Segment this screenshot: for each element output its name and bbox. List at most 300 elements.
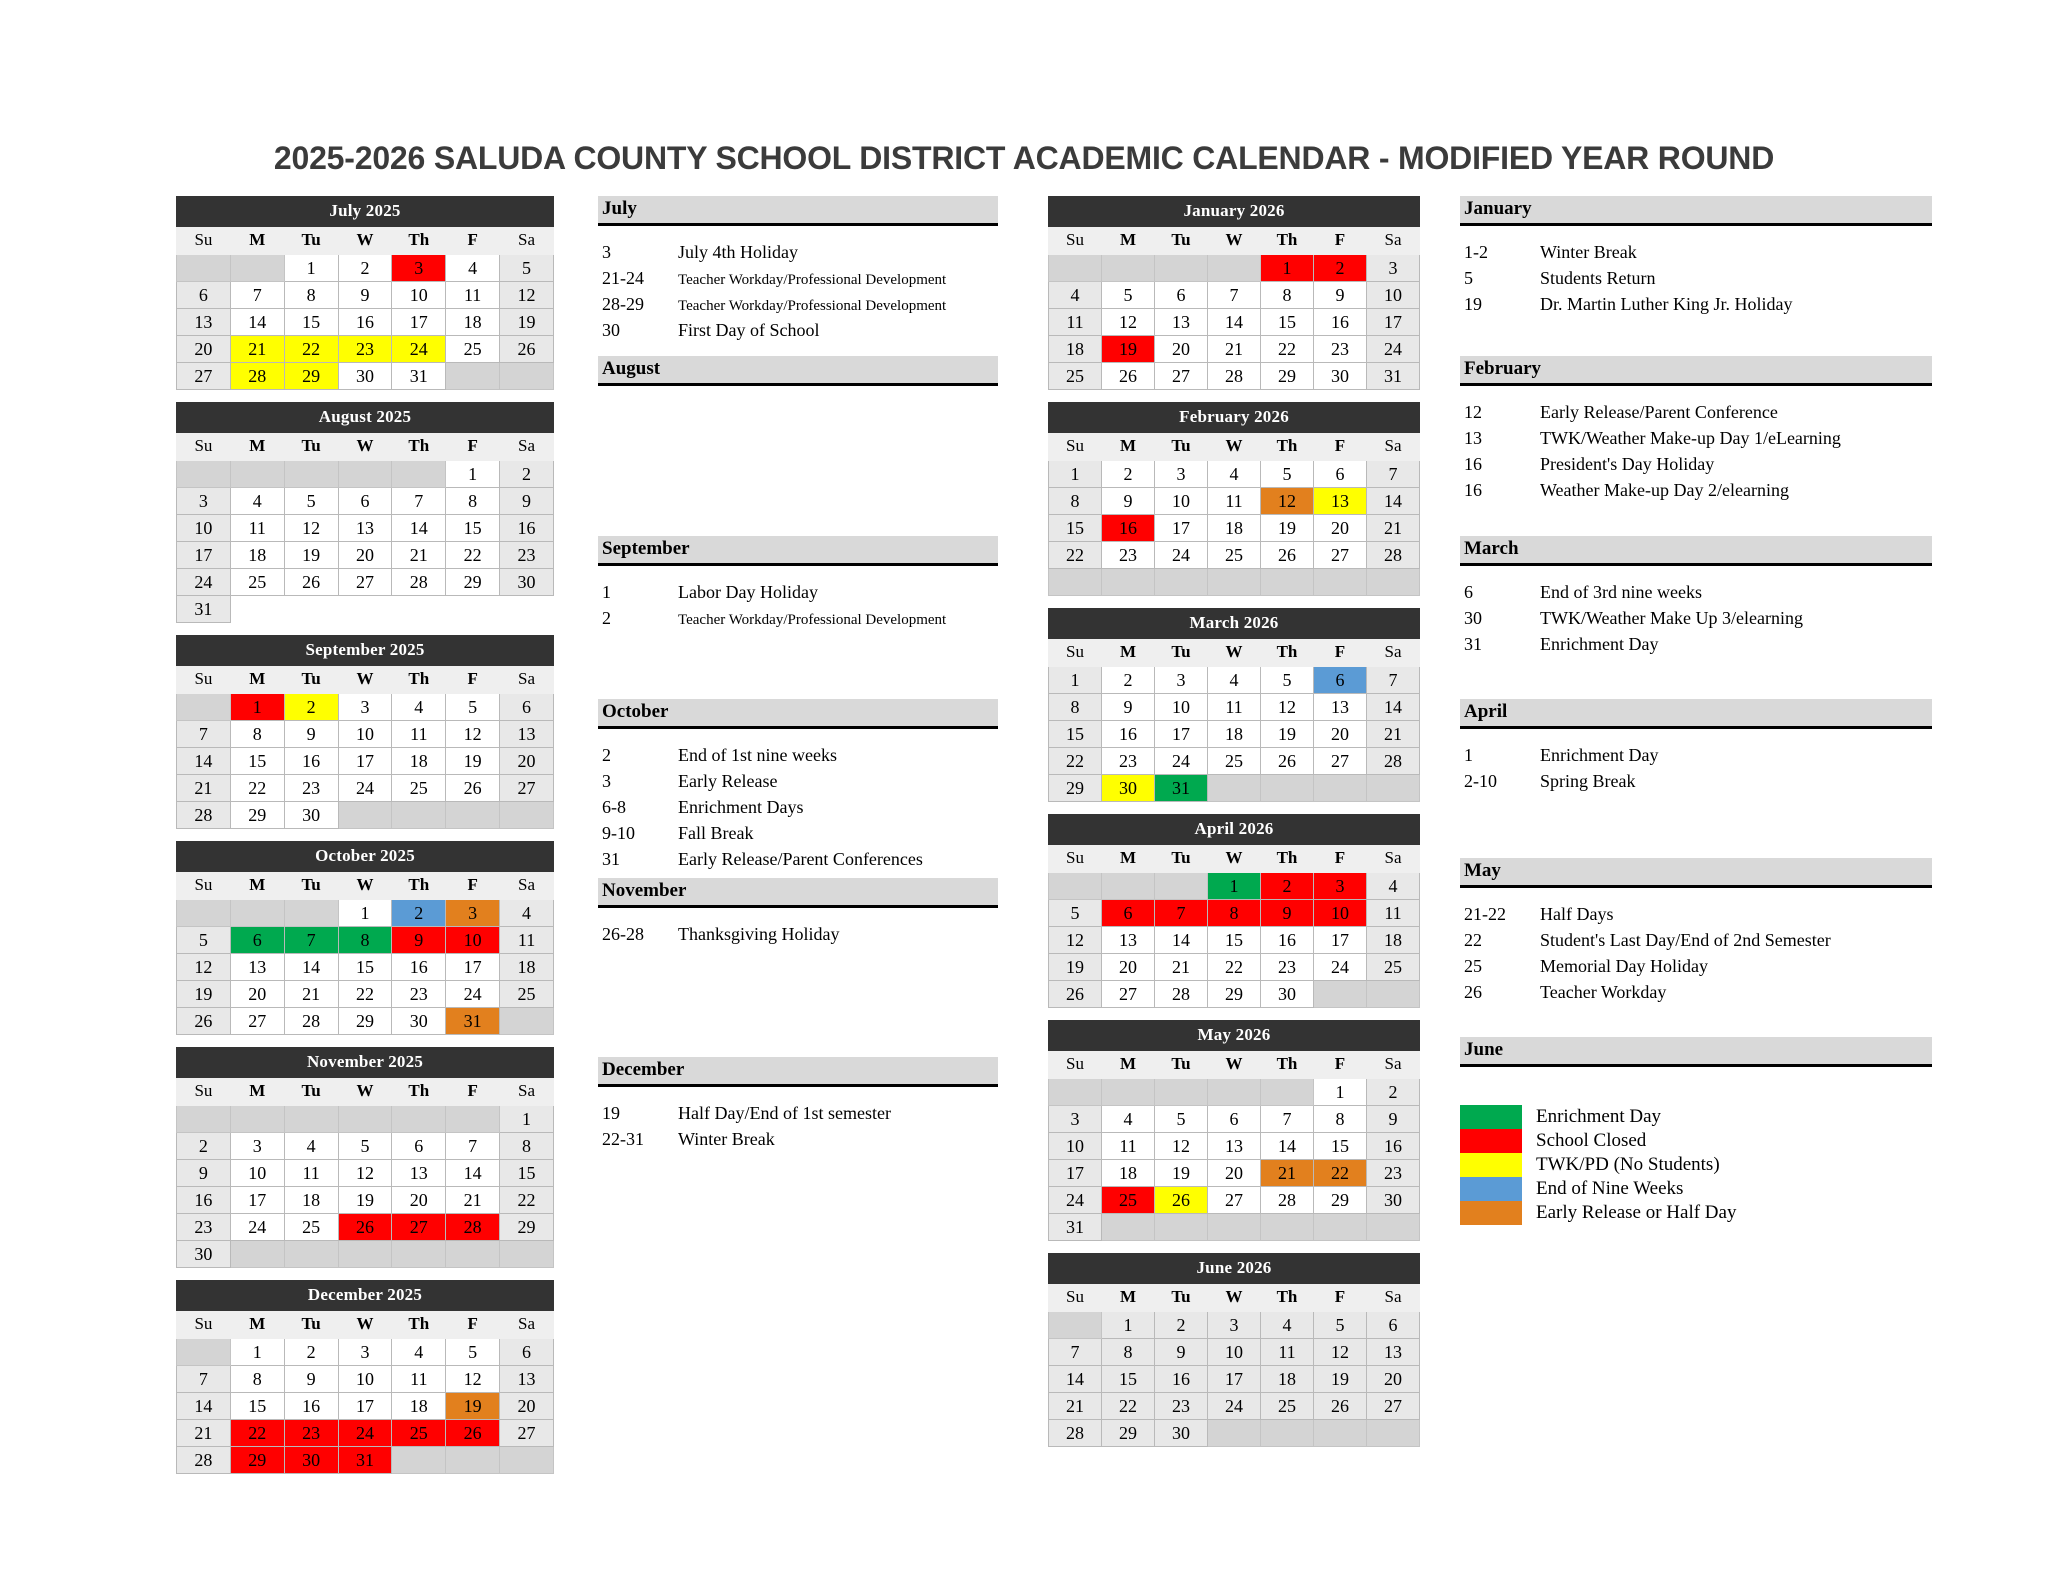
- day-cell[interactable]: 29: [230, 1447, 284, 1474]
- day-cell[interactable]: 19: [338, 1187, 392, 1214]
- day-cell[interactable]: 27: [392, 1214, 446, 1241]
- day-cell[interactable]: 3: [338, 694, 392, 721]
- day-cell[interactable]: 22: [230, 1420, 284, 1447]
- day-cell[interactable]: 6: [338, 488, 392, 515]
- day-cell[interactable]: 12: [446, 1366, 500, 1393]
- day-cell[interactable]: 19: [446, 748, 500, 775]
- day-cell[interactable]: 1: [1102, 1312, 1155, 1339]
- day-cell[interactable]: 15: [500, 1160, 554, 1187]
- day-cell[interactable]: 16: [1367, 1133, 1420, 1160]
- day-cell[interactable]: 21: [1261, 1160, 1314, 1187]
- day-cell[interactable]: 28: [284, 1008, 338, 1035]
- day-cell[interactable]: 21: [177, 775, 231, 802]
- day-cell[interactable]: 4: [1208, 461, 1261, 488]
- day-cell[interactable]: 7: [177, 721, 231, 748]
- day-cell[interactable]: 13: [1367, 1339, 1420, 1366]
- day-cell[interactable]: 29: [1261, 363, 1314, 390]
- day-cell[interactable]: 28: [1155, 981, 1208, 1008]
- day-cell[interactable]: 2: [284, 1339, 338, 1366]
- day-cell[interactable]: 12: [177, 954, 231, 981]
- day-cell[interactable]: 22: [1208, 954, 1261, 981]
- day-cell[interactable]: 23: [1314, 336, 1367, 363]
- day-cell[interactable]: 2: [1102, 667, 1155, 694]
- day-cell[interactable]: 30: [1314, 363, 1367, 390]
- day-cell[interactable]: 16: [177, 1187, 231, 1214]
- day-cell[interactable]: 11: [1208, 694, 1261, 721]
- day-cell[interactable]: 22: [338, 981, 392, 1008]
- day-cell[interactable]: 4: [1208, 667, 1261, 694]
- day-cell[interactable]: 7: [392, 488, 446, 515]
- day-cell[interactable]: 14: [230, 309, 284, 336]
- day-cell[interactable]: 30: [284, 802, 338, 829]
- day-cell[interactable]: 3: [230, 1133, 284, 1160]
- day-cell[interactable]: 15: [1049, 721, 1102, 748]
- day-cell[interactable]: 19: [1261, 721, 1314, 748]
- day-cell[interactable]: 21: [1208, 336, 1261, 363]
- day-cell[interactable]: 7: [284, 927, 338, 954]
- day-cell[interactable]: 15: [446, 515, 500, 542]
- day-cell[interactable]: 15: [230, 1393, 284, 1420]
- day-cell[interactable]: 5: [1049, 900, 1102, 927]
- day-cell[interactable]: 7: [1155, 900, 1208, 927]
- day-cell[interactable]: 20: [1314, 515, 1367, 542]
- day-cell[interactable]: 28: [230, 363, 284, 390]
- day-cell[interactable]: 17: [1367, 309, 1420, 336]
- day-cell[interactable]: 17: [338, 1393, 392, 1420]
- day-cell[interactable]: 5: [1314, 1312, 1367, 1339]
- day-cell[interactable]: 5: [1261, 667, 1314, 694]
- day-cell[interactable]: 9: [177, 1160, 231, 1187]
- day-cell[interactable]: 17: [1049, 1160, 1102, 1187]
- day-cell[interactable]: 1: [1261, 255, 1314, 282]
- day-cell[interactable]: 20: [1314, 721, 1367, 748]
- day-cell[interactable]: 14: [284, 954, 338, 981]
- day-cell[interactable]: 13: [1102, 927, 1155, 954]
- day-cell[interactable]: 29: [1314, 1187, 1367, 1214]
- day-cell[interactable]: 18: [392, 748, 446, 775]
- day-cell[interactable]: 27: [1155, 363, 1208, 390]
- day-cell[interactable]: 17: [392, 309, 446, 336]
- day-cell[interactable]: 28: [1049, 1420, 1102, 1447]
- day-cell[interactable]: 24: [1208, 1393, 1261, 1420]
- day-cell[interactable]: 17: [446, 954, 500, 981]
- day-cell[interactable]: 18: [392, 1393, 446, 1420]
- day-cell[interactable]: 16: [1261, 927, 1314, 954]
- day-cell[interactable]: 3: [177, 488, 231, 515]
- day-cell[interactable]: 29: [284, 363, 338, 390]
- day-cell[interactable]: 27: [338, 569, 392, 596]
- day-cell[interactable]: 23: [1367, 1160, 1420, 1187]
- day-cell[interactable]: 6: [230, 927, 284, 954]
- day-cell[interactable]: 13: [177, 309, 231, 336]
- day-cell[interactable]: 25: [230, 569, 284, 596]
- day-cell[interactable]: 15: [1261, 309, 1314, 336]
- day-cell[interactable]: 16: [1102, 515, 1155, 542]
- day-cell[interactable]: 26: [446, 775, 500, 802]
- day-cell[interactable]: 10: [1155, 488, 1208, 515]
- day-cell[interactable]: 7: [1367, 667, 1420, 694]
- day-cell[interactable]: 23: [1155, 1393, 1208, 1420]
- day-cell[interactable]: 29: [1102, 1420, 1155, 1447]
- day-cell[interactable]: 24: [1367, 336, 1420, 363]
- day-cell[interactable]: 2: [392, 900, 446, 927]
- day-cell[interactable]: 14: [177, 748, 231, 775]
- day-cell[interactable]: 25: [1208, 542, 1261, 569]
- day-cell[interactable]: 18: [1049, 336, 1102, 363]
- day-cell[interactable]: 26: [177, 1008, 231, 1035]
- day-cell[interactable]: 12: [446, 721, 500, 748]
- day-cell[interactable]: 6: [500, 1339, 554, 1366]
- day-cell[interactable]: 31: [177, 596, 231, 623]
- day-cell[interactable]: 13: [392, 1160, 446, 1187]
- day-cell[interactable]: 19: [1314, 1366, 1367, 1393]
- day-cell[interactable]: 25: [446, 336, 500, 363]
- day-cell[interactable]: 30: [392, 1008, 446, 1035]
- day-cell[interactable]: 3: [446, 900, 500, 927]
- day-cell[interactable]: 7: [446, 1133, 500, 1160]
- day-cell[interactable]: 5: [500, 255, 554, 282]
- day-cell[interactable]: 28: [1261, 1187, 1314, 1214]
- day-cell[interactable]: 9: [392, 927, 446, 954]
- day-cell[interactable]: 14: [392, 515, 446, 542]
- day-cell[interactable]: 28: [1367, 542, 1420, 569]
- day-cell[interactable]: 23: [338, 336, 392, 363]
- day-cell[interactable]: 21: [177, 1420, 231, 1447]
- day-cell[interactable]: 26: [1155, 1187, 1208, 1214]
- day-cell[interactable]: 26: [446, 1420, 500, 1447]
- day-cell[interactable]: 19: [1102, 336, 1155, 363]
- day-cell[interactable]: 23: [500, 542, 554, 569]
- day-cell[interactable]: 20: [392, 1187, 446, 1214]
- day-cell[interactable]: 5: [446, 694, 500, 721]
- day-cell[interactable]: 24: [1155, 748, 1208, 775]
- day-cell[interactable]: 24: [392, 336, 446, 363]
- day-cell[interactable]: 8: [446, 488, 500, 515]
- day-cell[interactable]: 12: [1261, 694, 1314, 721]
- day-cell[interactable]: 23: [284, 775, 338, 802]
- day-cell[interactable]: 12: [1314, 1339, 1367, 1366]
- day-cell[interactable]: 8: [500, 1133, 554, 1160]
- day-cell[interactable]: 5: [1261, 461, 1314, 488]
- day-cell[interactable]: 12: [1102, 309, 1155, 336]
- day-cell[interactable]: 27: [500, 775, 554, 802]
- day-cell[interactable]: 3: [1049, 1106, 1102, 1133]
- day-cell[interactable]: 22: [500, 1187, 554, 1214]
- day-cell[interactable]: 12: [1261, 488, 1314, 515]
- day-cell[interactable]: 13: [1155, 309, 1208, 336]
- day-cell[interactable]: 11: [392, 721, 446, 748]
- day-cell[interactable]: 10: [338, 721, 392, 748]
- day-cell[interactable]: 1: [338, 900, 392, 927]
- day-cell[interactable]: 8: [230, 721, 284, 748]
- day-cell[interactable]: 25: [1367, 954, 1420, 981]
- day-cell[interactable]: 8: [1314, 1106, 1367, 1133]
- day-cell[interactable]: 1: [500, 1106, 554, 1133]
- day-cell[interactable]: 6: [392, 1133, 446, 1160]
- day-cell[interactable]: 8: [284, 282, 338, 309]
- day-cell[interactable]: 20: [1155, 336, 1208, 363]
- day-cell[interactable]: 13: [500, 721, 554, 748]
- day-cell[interactable]: 16: [500, 515, 554, 542]
- day-cell[interactable]: 3: [392, 255, 446, 282]
- day-cell[interactable]: 8: [1049, 488, 1102, 515]
- day-cell[interactable]: 12: [500, 282, 554, 309]
- day-cell[interactable]: 5: [338, 1133, 392, 1160]
- day-cell[interactable]: 15: [230, 748, 284, 775]
- day-cell[interactable]: 20: [500, 1393, 554, 1420]
- day-cell[interactable]: 4: [1261, 1312, 1314, 1339]
- day-cell[interactable]: 7: [230, 282, 284, 309]
- day-cell[interactable]: 6: [1155, 282, 1208, 309]
- day-cell[interactable]: 20: [177, 336, 231, 363]
- day-cell[interactable]: 15: [338, 954, 392, 981]
- day-cell[interactable]: 8: [1102, 1339, 1155, 1366]
- day-cell[interactable]: 21: [446, 1187, 500, 1214]
- day-cell[interactable]: 14: [1155, 927, 1208, 954]
- day-cell[interactable]: 24: [230, 1214, 284, 1241]
- day-cell[interactable]: 10: [338, 1366, 392, 1393]
- day-cell[interactable]: 19: [1155, 1160, 1208, 1187]
- day-cell[interactable]: 4: [446, 255, 500, 282]
- day-cell[interactable]: 18: [500, 954, 554, 981]
- day-cell[interactable]: 26: [1261, 748, 1314, 775]
- day-cell[interactable]: 27: [230, 1008, 284, 1035]
- day-cell[interactable]: 18: [1367, 927, 1420, 954]
- day-cell[interactable]: 4: [230, 488, 284, 515]
- day-cell[interactable]: 15: [284, 309, 338, 336]
- day-cell[interactable]: 23: [284, 1420, 338, 1447]
- day-cell[interactable]: 11: [500, 927, 554, 954]
- day-cell[interactable]: 20: [1102, 954, 1155, 981]
- day-cell[interactable]: 16: [1155, 1366, 1208, 1393]
- day-cell[interactable]: 10: [446, 927, 500, 954]
- day-cell[interactable]: 10: [1208, 1339, 1261, 1366]
- day-cell[interactable]: 24: [177, 569, 231, 596]
- day-cell[interactable]: 6: [177, 282, 231, 309]
- day-cell[interactable]: 4: [392, 694, 446, 721]
- day-cell[interactable]: 31: [338, 1447, 392, 1474]
- day-cell[interactable]: 11: [446, 282, 500, 309]
- day-cell[interactable]: 8: [1261, 282, 1314, 309]
- day-cell[interactable]: 26: [1314, 1393, 1367, 1420]
- day-cell[interactable]: 4: [1102, 1106, 1155, 1133]
- day-cell[interactable]: 8: [1049, 694, 1102, 721]
- day-cell[interactable]: 20: [230, 981, 284, 1008]
- day-cell[interactable]: 27: [1314, 542, 1367, 569]
- day-cell[interactable]: 16: [1102, 721, 1155, 748]
- day-cell[interactable]: 4: [1367, 873, 1420, 900]
- day-cell[interactable]: 2: [1102, 461, 1155, 488]
- day-cell[interactable]: 28: [177, 1447, 231, 1474]
- day-cell[interactable]: 6: [500, 694, 554, 721]
- day-cell[interactable]: 13: [500, 1366, 554, 1393]
- day-cell[interactable]: 18: [230, 542, 284, 569]
- day-cell[interactable]: 13: [1314, 488, 1367, 515]
- day-cell[interactable]: 20: [1208, 1160, 1261, 1187]
- day-cell[interactable]: 6: [1314, 461, 1367, 488]
- day-cell[interactable]: 7: [1367, 461, 1420, 488]
- day-cell[interactable]: 15: [1208, 927, 1261, 954]
- day-cell[interactable]: 12: [1155, 1133, 1208, 1160]
- day-cell[interactable]: 24: [446, 981, 500, 1008]
- day-cell[interactable]: 11: [230, 515, 284, 542]
- day-cell[interactable]: 29: [230, 802, 284, 829]
- day-cell[interactable]: 7: [177, 1366, 231, 1393]
- day-cell[interactable]: 24: [1155, 542, 1208, 569]
- day-cell[interactable]: 14: [446, 1160, 500, 1187]
- day-cell[interactable]: 17: [1208, 1366, 1261, 1393]
- day-cell[interactable]: 17: [338, 748, 392, 775]
- day-cell[interactable]: 28: [1367, 748, 1420, 775]
- day-cell[interactable]: 19: [1049, 954, 1102, 981]
- day-cell[interactable]: 2: [338, 255, 392, 282]
- day-cell[interactable]: 24: [338, 1420, 392, 1447]
- day-cell[interactable]: 3: [338, 1339, 392, 1366]
- day-cell[interactable]: 25: [500, 981, 554, 1008]
- day-cell[interactable]: 5: [284, 488, 338, 515]
- day-cell[interactable]: 17: [1155, 515, 1208, 542]
- day-cell[interactable]: 14: [1367, 488, 1420, 515]
- day-cell[interactable]: 3: [1155, 461, 1208, 488]
- day-cell[interactable]: 18: [1261, 1366, 1314, 1393]
- day-cell[interactable]: 18: [1102, 1160, 1155, 1187]
- day-cell[interactable]: 22: [1261, 336, 1314, 363]
- day-cell[interactable]: 25: [1261, 1393, 1314, 1420]
- day-cell[interactable]: 2: [284, 694, 338, 721]
- day-cell[interactable]: 6: [1102, 900, 1155, 927]
- day-cell[interactable]: 29: [338, 1008, 392, 1035]
- day-cell[interactable]: 9: [1261, 900, 1314, 927]
- day-cell[interactable]: 1: [230, 694, 284, 721]
- day-cell[interactable]: 16: [1314, 309, 1367, 336]
- day-cell[interactable]: 8: [1208, 900, 1261, 927]
- day-cell[interactable]: 7: [1049, 1339, 1102, 1366]
- day-cell[interactable]: 30: [1367, 1187, 1420, 1214]
- day-cell[interactable]: 22: [284, 336, 338, 363]
- day-cell[interactable]: 1: [1208, 873, 1261, 900]
- day-cell[interactable]: 4: [392, 1339, 446, 1366]
- day-cell[interactable]: 11: [1208, 488, 1261, 515]
- day-cell[interactable]: 29: [500, 1214, 554, 1241]
- day-cell[interactable]: 24: [1049, 1187, 1102, 1214]
- day-cell[interactable]: 11: [1049, 309, 1102, 336]
- day-cell[interactable]: 25: [1102, 1187, 1155, 1214]
- day-cell[interactable]: 28: [392, 569, 446, 596]
- day-cell[interactable]: 26: [1102, 363, 1155, 390]
- day-cell[interactable]: 11: [392, 1366, 446, 1393]
- day-cell[interactable]: 10: [1314, 900, 1367, 927]
- day-cell[interactable]: 16: [338, 309, 392, 336]
- day-cell[interactable]: 22: [1102, 1393, 1155, 1420]
- day-cell[interactable]: 5: [177, 927, 231, 954]
- day-cell[interactable]: 25: [392, 1420, 446, 1447]
- day-cell[interactable]: 26: [1049, 981, 1102, 1008]
- day-cell[interactable]: 27: [1102, 981, 1155, 1008]
- day-cell[interactable]: 1: [446, 461, 500, 488]
- day-cell[interactable]: 9: [1155, 1339, 1208, 1366]
- day-cell[interactable]: 21: [392, 542, 446, 569]
- day-cell[interactable]: 29: [446, 569, 500, 596]
- day-cell[interactable]: 9: [1314, 282, 1367, 309]
- day-cell[interactable]: 29: [1049, 775, 1102, 802]
- day-cell[interactable]: 1: [1049, 667, 1102, 694]
- day-cell[interactable]: 23: [177, 1214, 231, 1241]
- day-cell[interactable]: 2: [1314, 255, 1367, 282]
- day-cell[interactable]: 21: [1367, 721, 1420, 748]
- day-cell[interactable]: 26: [284, 569, 338, 596]
- day-cell[interactable]: 27: [1208, 1187, 1261, 1214]
- day-cell[interactable]: 21: [284, 981, 338, 1008]
- day-cell[interactable]: 22: [1314, 1160, 1367, 1187]
- day-cell[interactable]: 4: [284, 1133, 338, 1160]
- day-cell[interactable]: 6: [1367, 1312, 1420, 1339]
- day-cell[interactable]: 3: [1208, 1312, 1261, 1339]
- day-cell[interactable]: 2: [500, 461, 554, 488]
- day-cell[interactable]: 27: [177, 363, 231, 390]
- day-cell[interactable]: 11: [1102, 1133, 1155, 1160]
- day-cell[interactable]: 11: [1261, 1339, 1314, 1366]
- day-cell[interactable]: 30: [1102, 775, 1155, 802]
- day-cell[interactable]: 31: [1155, 775, 1208, 802]
- day-cell[interactable]: 24: [338, 775, 392, 802]
- day-cell[interactable]: 22: [1049, 748, 1102, 775]
- day-cell[interactable]: 26: [1261, 542, 1314, 569]
- day-cell[interactable]: 7: [1208, 282, 1261, 309]
- day-cell[interactable]: 23: [1261, 954, 1314, 981]
- day-cell[interactable]: 30: [284, 1447, 338, 1474]
- day-cell[interactable]: 17: [1314, 927, 1367, 954]
- day-cell[interactable]: 13: [338, 515, 392, 542]
- day-cell[interactable]: 16: [284, 1393, 338, 1420]
- day-cell[interactable]: 27: [1314, 748, 1367, 775]
- day-cell[interactable]: 1: [230, 1339, 284, 1366]
- day-cell[interactable]: 14: [177, 1393, 231, 1420]
- day-cell[interactable]: 18: [1208, 721, 1261, 748]
- day-cell[interactable]: 10: [230, 1160, 284, 1187]
- day-cell[interactable]: 19: [1261, 515, 1314, 542]
- day-cell[interactable]: 1: [284, 255, 338, 282]
- day-cell[interactable]: 25: [284, 1214, 338, 1241]
- day-cell[interactable]: 11: [1367, 900, 1420, 927]
- day-cell[interactable]: 16: [392, 954, 446, 981]
- day-cell[interactable]: 12: [1049, 927, 1102, 954]
- day-cell[interactable]: 14: [1261, 1133, 1314, 1160]
- day-cell[interactable]: 30: [338, 363, 392, 390]
- day-cell[interactable]: 9: [1102, 488, 1155, 515]
- day-cell[interactable]: 14: [1208, 309, 1261, 336]
- day-cell[interactable]: 27: [1367, 1393, 1420, 1420]
- day-cell[interactable]: 22: [230, 775, 284, 802]
- day-cell[interactable]: 9: [1367, 1106, 1420, 1133]
- day-cell[interactable]: 23: [1102, 748, 1155, 775]
- day-cell[interactable]: 30: [500, 569, 554, 596]
- day-cell[interactable]: 6: [1314, 667, 1367, 694]
- day-cell[interactable]: 9: [338, 282, 392, 309]
- day-cell[interactable]: 2: [177, 1133, 231, 1160]
- day-cell[interactable]: 17: [177, 542, 231, 569]
- day-cell[interactable]: 1: [1049, 461, 1102, 488]
- day-cell[interactable]: 18: [1208, 515, 1261, 542]
- day-cell[interactable]: 27: [500, 1420, 554, 1447]
- day-cell[interactable]: 31: [392, 363, 446, 390]
- day-cell[interactable]: 23: [392, 981, 446, 1008]
- day-cell[interactable]: 12: [284, 515, 338, 542]
- day-cell[interactable]: 24: [1314, 954, 1367, 981]
- day-cell[interactable]: 13: [230, 954, 284, 981]
- day-cell[interactable]: 4: [1049, 282, 1102, 309]
- day-cell[interactable]: 3: [1155, 667, 1208, 694]
- day-cell[interactable]: 3: [1314, 873, 1367, 900]
